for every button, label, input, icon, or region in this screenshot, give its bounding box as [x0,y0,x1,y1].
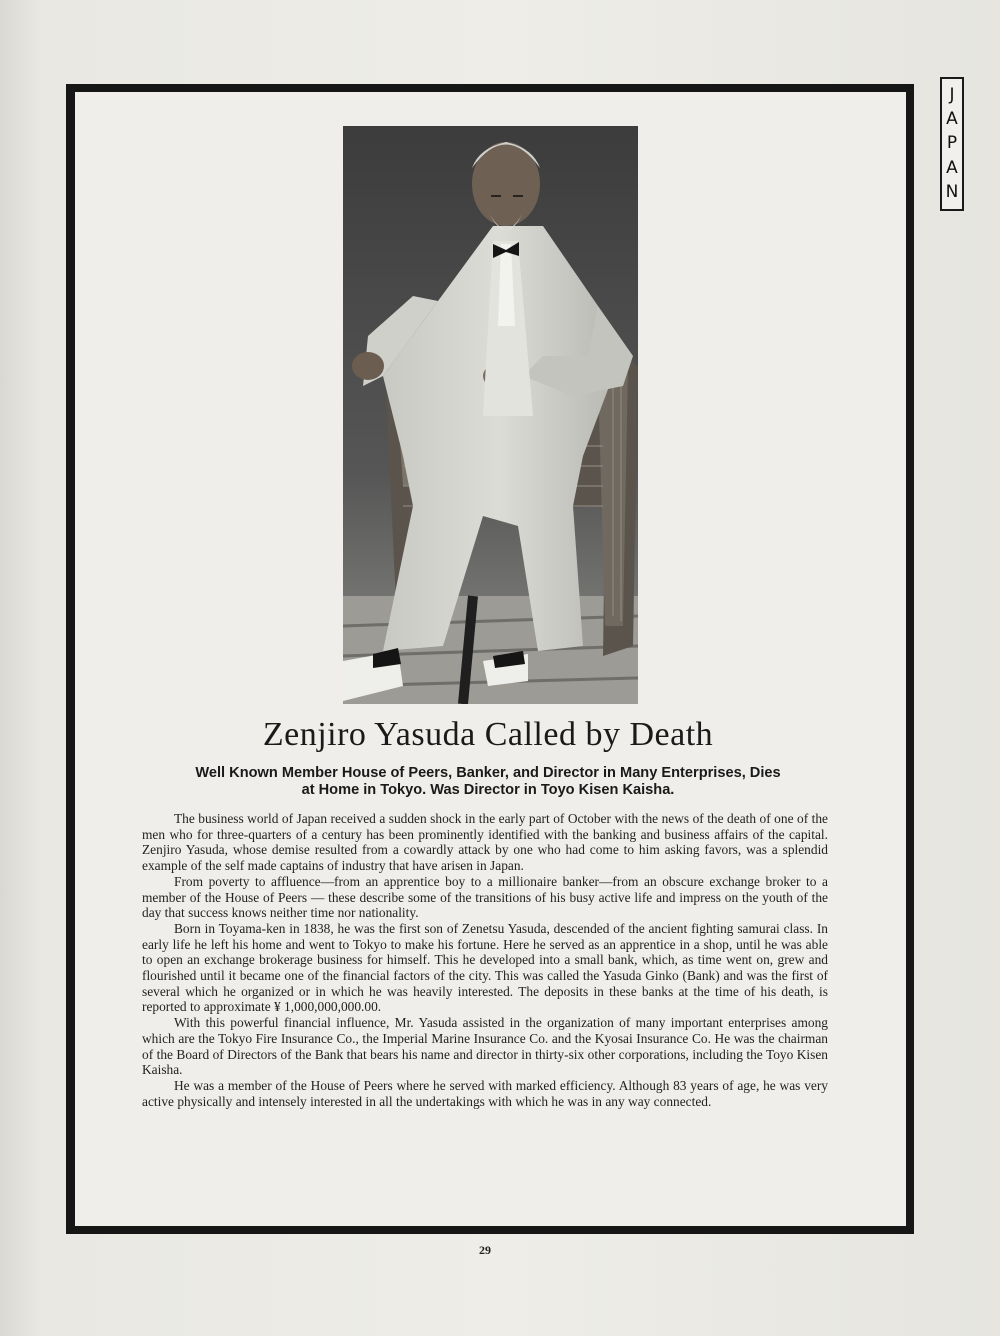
article-subtitle-line: at Home in Tokyo. Was Director in Toyo Kisen Kaisha. [301,782,675,798]
article-paragraph: Born in Toyama-ken in 1838, he was the first son of Zenetsu Yasuda, descended of the ancient fighting samurai class. In early life he left his home and went to Tokyo to make his fortune. Here he served as an apprentice in a shop, until he was able to open an exchange brokerage business for himself. This he developed into a small bank, which, as time went on, grew and flourished until it became one of the financial factors of the city. This was called the Yasuda Ginko (Bank) and was the first of several which he organized or in which he was heavily interested. The deposits in these banks at the time of his death, is reported to approximate ¥ 1,000,000,000.00. [142,920,828,1015]
side-tab-letter: J [949,84,955,105]
article-paragraph: With this powerful financial influence, Mr. Yasuda assisted in the organization of many important enterprises among which are the Tokyo Fire Insurance Co., the Imperial Marine Insurance Co. and the Kyosai Insurance Co. He was the chairman of the Board of Directors of the Bank that bears his name and director in thirty-six other corporations, including the Toyo Kisen Kaisha. [142,1015,828,1078]
article-subtitle-line: Well Known Member House of Peers, Banker, and Director in Many Enterprises, Dies [195,765,781,781]
page-number: 29 [479,1243,491,1257]
article-title: Zenjiro Yasuda Called by Death [262,716,714,753]
side-tab-letter: A [946,109,958,130]
article-paragraph: From poverty to affluence—from an apprentice boy to a millionaire banker—from an obscure exchange broker to a member of the House of Peers — these describe some of the transitions of his busy active life and impress on the youth of the day that success knows neither time nor nationality. [142,873,828,921]
portrait-photo-illustration [343,126,638,704]
side-tab-letter: A [946,157,958,178]
article-paragraph: He was a member of the House of Peers where he served with marked efficiency. Although 83 years of age, he was very active physically and intensely interested in all the undertakings with which he was in any way connected. [142,1077,828,1109]
article-subtitle [140,765,836,799]
article-paragraph: The business world of Japan received a sudden shock in the early part of October with the news of the death of one of the men who for three-quarters of a century has been prominently identified with the banking and business affairs of the capital. Zenjiro Yasuda, whose demise resulted from a cowardly attack by one who had come to him asking favors, was a splendid example of the self made captains of industry that have arisen in Japan. [142,811,828,874]
side-tab-japan [940,77,964,211]
side-tab-letter: N [945,182,959,203]
side-tab-letter: P [946,133,958,154]
article-body [142,811,828,1109]
portrait-photo [343,126,638,704]
